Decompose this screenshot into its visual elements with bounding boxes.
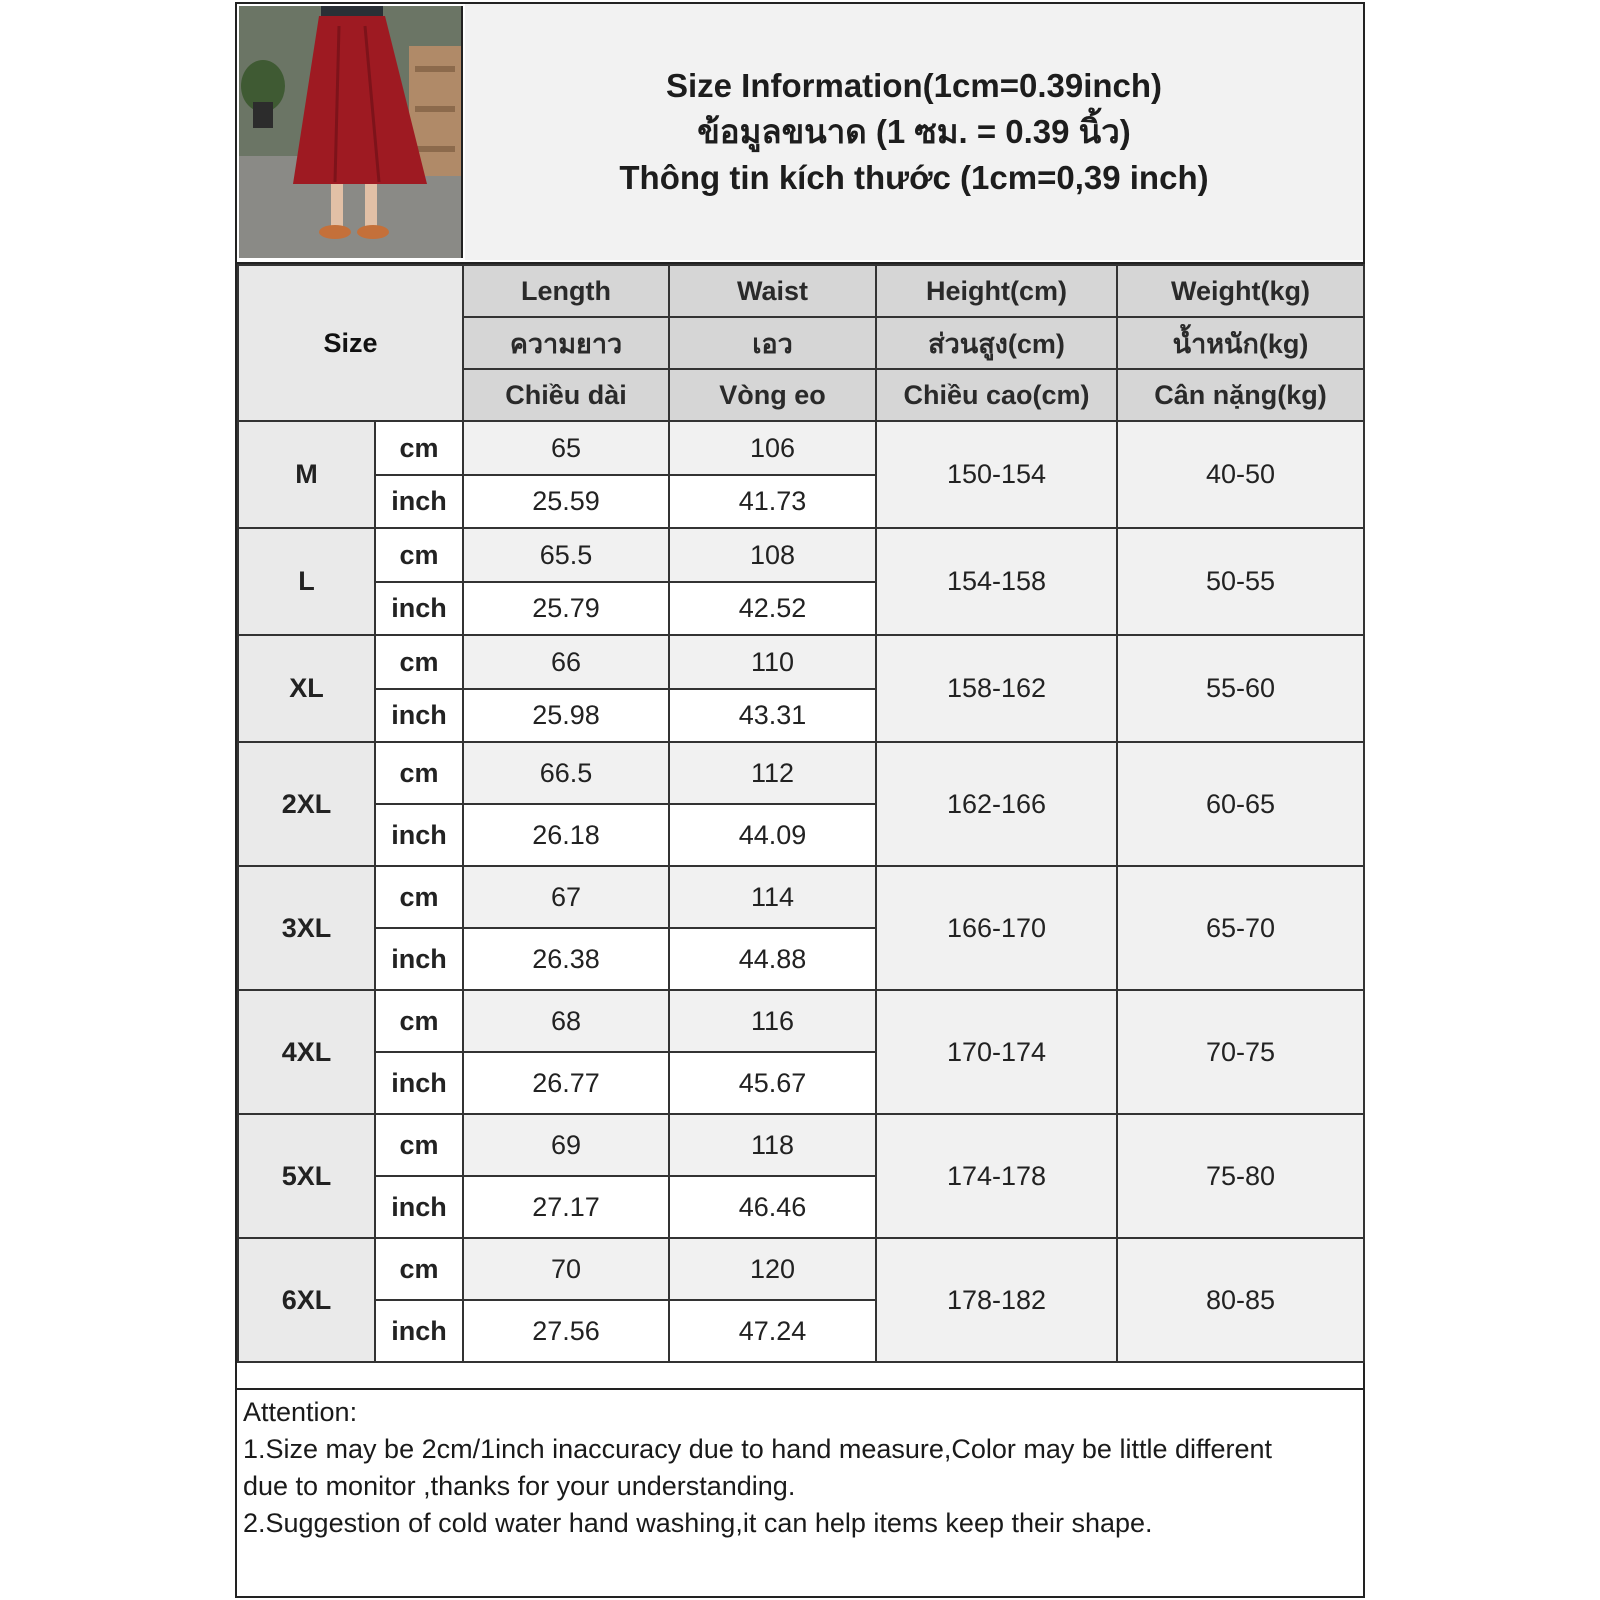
length-cm-value: 68 [463,990,669,1052]
length-cm-value: 66 [463,635,669,689]
length-inch-value: 25.79 [463,582,669,635]
length-cm-value: 69 [463,1114,669,1176]
header-length-th: ความยาว [463,317,669,369]
header-height-th: ส่วนสูง(cm) [876,317,1117,369]
header-weight-th: น้ำหนัก(kg) [1117,317,1364,369]
header-waist-th: เอว [669,317,876,369]
header-section [237,4,1363,264]
waist-inch-value: 42.52 [669,582,876,635]
waist-cm-value: 114 [669,866,876,928]
unit-cm-label: cm [375,528,463,582]
weight-range: 65-70 [1117,866,1364,990]
table-row-cm [238,421,1364,475]
size-chart-sheet [235,2,1365,1598]
length-inch-value: 26.18 [463,804,669,866]
waist-cm-value: 118 [669,1114,876,1176]
unit-inch-label: inch [375,1052,463,1114]
size-label: L [238,528,375,635]
weight-range: 80-85 [1117,1238,1364,1362]
title-english: Size Information(1cm=0.39inch) [665,67,1163,104]
unit-inch-label: inch [375,928,463,990]
unit-cm-label: cm [375,1114,463,1176]
header-waist-vi: Vòng eo [669,369,876,421]
notes-line-1: 1.Size may be 2cm/1inch inaccuracy due to hand measure,Color may be little different [243,1434,1273,1464]
header-height-vi: Chiều cao(cm) [876,369,1117,421]
table-row-cm [238,990,1364,1052]
waist-inch-value: 43.31 [669,689,876,742]
weight-range: 60-65 [1117,742,1364,866]
size-label: XL [238,635,375,742]
header-length-en: Length [463,265,669,317]
waist-inch-value: 47.24 [669,1300,876,1362]
height-range: 178-182 [876,1238,1117,1362]
unit-inch-label: inch [375,1300,463,1362]
notes-line-2: due to monitor ,thanks for your understanding. [243,1471,796,1501]
unit-cm-label: cm [375,1238,463,1300]
header-weight-en: Weight(kg) [1117,265,1364,317]
height-range: 166-170 [876,866,1117,990]
waist-inch-value: 44.88 [669,928,876,990]
size-label: 6XL [238,1238,375,1362]
header-length-vi: Chiều dài [463,369,669,421]
height-range: 150-154 [876,421,1117,528]
title-block [465,4,1363,260]
unit-inch-label: inch [375,475,463,528]
length-inch-value: 25.98 [463,689,669,742]
weight-range: 40-50 [1117,421,1364,528]
unit-cm-label: cm [375,742,463,804]
waist-cm-value: 112 [669,742,876,804]
length-inch-value: 26.38 [463,928,669,990]
size-label: 2XL [238,742,375,866]
height-range: 174-178 [876,1114,1117,1238]
table-row-cm [238,866,1364,928]
length-cm-value: 65.5 [463,528,669,582]
waist-cm-value: 110 [669,635,876,689]
size-label: M [238,421,375,528]
length-cm-value: 65 [463,421,669,475]
header-height-en: Height(cm) [876,265,1117,317]
waist-inch-value: 46.46 [669,1176,876,1238]
header-weight-vi: Cân nặng(kg) [1117,369,1364,421]
unit-cm-label: cm [375,990,463,1052]
unit-inch-label: inch [375,582,463,635]
length-cm-value: 66.5 [463,742,669,804]
length-cm-value: 67 [463,866,669,928]
table-row-cm [238,742,1364,804]
length-inch-value: 27.56 [463,1300,669,1362]
length-inch-value: 26.77 [463,1052,669,1114]
size-label: 5XL [238,1114,375,1238]
weight-range: 50-55 [1117,528,1364,635]
waist-cm-value: 106 [669,421,876,475]
size-table [237,264,1365,1363]
waist-cm-value: 120 [669,1238,876,1300]
unit-inch-label: inch [375,1176,463,1238]
attention-notes [237,1388,1363,1596]
height-range: 162-166 [876,742,1117,866]
title-thai: ข้อมูลขนาด (1 ซม. = 0.39 นิ้ว) [697,113,1131,150]
size-label: 4XL [238,990,375,1114]
length-inch-value: 27.17 [463,1176,669,1238]
waist-cm-value: 108 [669,528,876,582]
waist-inch-value: 44.09 [669,804,876,866]
waist-cm-value: 116 [669,990,876,1052]
table-row-cm [238,1238,1364,1300]
waist-inch-value: 41.73 [669,475,876,528]
notes-heading: Attention: [243,1397,358,1427]
header-waist-en: Waist [669,265,876,317]
unit-cm-label: cm [375,866,463,928]
weight-range: 55-60 [1117,635,1364,742]
size-column-header: Size [238,265,463,421]
unit-cm-label: cm [375,635,463,689]
unit-inch-label: inch [375,804,463,866]
height-range: 170-174 [876,990,1117,1114]
table-row-cm [238,635,1364,689]
length-inch-value: 25.59 [463,475,669,528]
length-cm-value: 70 [463,1238,669,1300]
table-row-cm [238,528,1364,582]
notes-line-3: 2.Suggestion of cold water hand washing,it can help items keep their shape. [243,1508,1153,1538]
product-photo [239,6,463,258]
unit-cm-label: cm [375,421,463,475]
red-skirt-image [239,6,461,258]
weight-range: 75-80 [1117,1114,1364,1238]
height-range: 154-158 [876,528,1117,635]
unit-inch-label: inch [375,689,463,742]
waist-inch-value: 45.67 [669,1052,876,1114]
weight-range: 70-75 [1117,990,1364,1114]
title-vietnamese: Thông tin kích thước (1cm=0,39 inch) [619,159,1209,196]
table-row-cm [238,1114,1364,1176]
size-label: 3XL [238,866,375,990]
height-range: 158-162 [876,635,1117,742]
